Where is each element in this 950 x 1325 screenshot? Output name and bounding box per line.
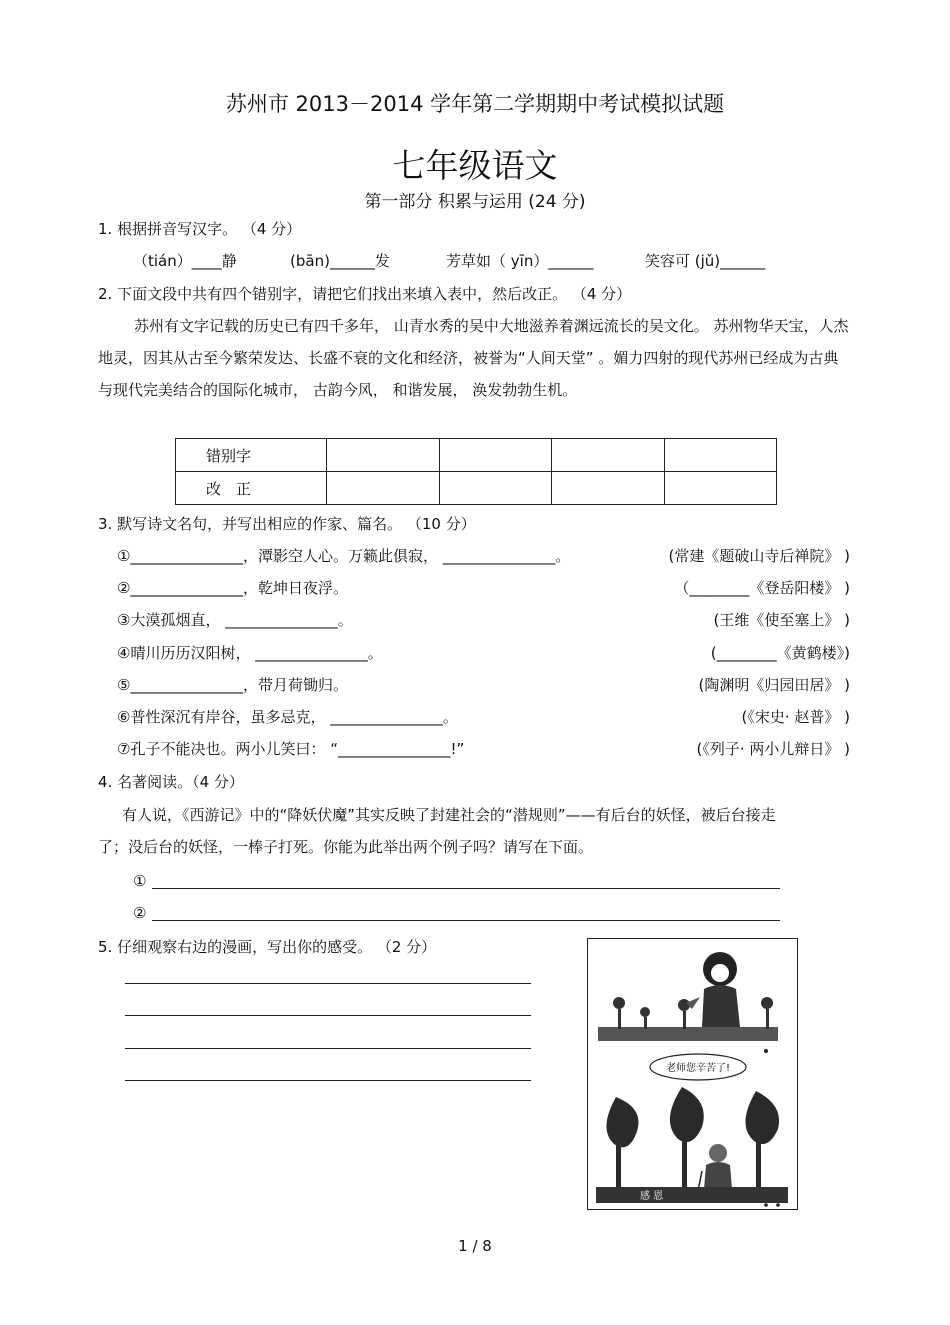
poem-text: ②_______________，乾坤日夜浮。 [117,579,348,597]
table-label-correct: 改 正 [176,472,327,505]
correction-table [175,438,777,505]
answer-line[interactable] [125,1015,531,1016]
q1-item-4: 笑容可 (jǔ)______ [645,252,766,270]
answer-line[interactable] [125,983,531,984]
ground-strip [598,1027,778,1041]
speech-text: 老师您辛苦了! [665,1063,731,1074]
poem-source: （________《登岳阳楼》 ) [674,579,850,597]
poem-source: (《宋史· 赵普》 ) [741,708,850,726]
poem-text: ①_______________，潭影空人心。万籁此俱寂， _______________。 [117,547,571,565]
poem-line-7 [117,738,850,759]
answer-cell[interactable] [439,472,552,505]
answer-cell[interactable] [664,472,777,505]
q4-blank-1-marker: ① [133,872,147,890]
exam-title: 苏州市 2013－2014 学年第二学期期中考试模拟试题 [225,92,725,116]
answer-cell[interactable] [439,439,552,472]
teacher-figure-icon [686,952,740,1027]
q1-item-3: 芳草如（ yīn）______ [446,252,594,270]
poem-line-6 [117,706,850,727]
answer-cell[interactable] [552,439,665,472]
q4-blank-2-marker: ② [133,904,147,922]
poem-text: ③大漠孤烟直， _______________。 [117,611,353,629]
q4-stem: 4. 名著阅读。（4 分） [98,773,244,791]
tree-icon [606,1087,779,1187]
poem-source: (王维《使至塞上》 ) [713,611,850,629]
answer-cell[interactable] [327,472,440,505]
table-row [176,472,777,505]
q4-passage: 有人说，《西游记》中的“降妖伏魔”其实反映了封建社会的“潜规则”——有后台的妖怪，被后台接走了；没后台的妖怪，一棒子打死。你能为此举出两个例子吗？请写在下面。 [98,806,776,856]
answer-line[interactable] [125,1080,531,1081]
comic-drawing [588,939,797,1209]
q1-item-1: （tián）____静 [133,252,237,270]
answer-cell[interactable] [327,439,440,472]
q5-stem: 5. 仔细观察右边的漫画，写出你的感受。 （2 分） [98,938,437,956]
poem-line-5 [117,674,850,695]
poem-text: ⑤_______________，带月荷锄归。 [117,676,348,694]
table-row [176,439,777,472]
answer-line[interactable] [125,1048,531,1049]
q2-passage: 苏州有文字记载的历史已有四千多年， 山青水秀的吴中大地滋养着渊远流长的吴文化。 苏州物华天宝，人杰地灵，因其从古至今繁荣发达、长盛不衰的文化和经济，被誉为“人间天堂” 。媚力四射的现代苏州已经成为古典与现代完美结合的国际化城市， 古韵今风， 和谐发展， 涣发勃勃生机。 [98,317,849,399]
answer-cell[interactable] [664,439,777,472]
poem-line-4 [117,642,850,663]
poem-line-2 [117,577,850,598]
poem-source: (《列子· 两小儿辩日》 ) [696,740,850,758]
comic-illustration [587,938,798,1210]
poem-source: (陶渊明《归园田居》 ) [698,676,850,694]
answer-line[interactable] [152,920,780,921]
poem-source: (常建《题破山寺后禅院》 ) [668,547,850,565]
poem-text: ⑦孔子不能决也。两小儿笑曰： “_______________!” [117,740,465,758]
poem-line-1 [117,545,850,566]
table-label-wrong: 错别字 [176,439,327,472]
answer-line[interactable] [152,888,780,889]
part-title: 第一部分 积累与运用 (24 分) [364,192,586,212]
page-number: 1 / 8 [458,1237,492,1255]
caption-band [596,1187,788,1203]
subject-title: 七年级语文 [392,146,558,185]
q3-stem: 3. 默写诗文名句，并写出相应的作家、篇名。 （10 分） [98,515,476,533]
q1-item-2: (bān)______发 [290,252,390,270]
q1-stem: 1. 根据拼音写汉字。 （4 分） [98,220,302,238]
poem-text: ④晴川历历汉阳树， _______________。 [117,644,383,662]
poem-text: ⑥普性深沉有岸谷，虽多忌克， _______________。 [117,708,458,726]
answer-cell[interactable] [552,472,665,505]
poem-source: (________《黄鹤楼》) [710,644,850,662]
poem-line-3 [117,609,850,630]
comic-caption: 感 恩 [640,1191,664,1202]
q2-stem: 2. 下面文段中共有四个错别字，请把它们找出来填入表中，然后改正。 （4 分） [98,285,632,303]
elderly-teacher-icon [698,1144,732,1191]
